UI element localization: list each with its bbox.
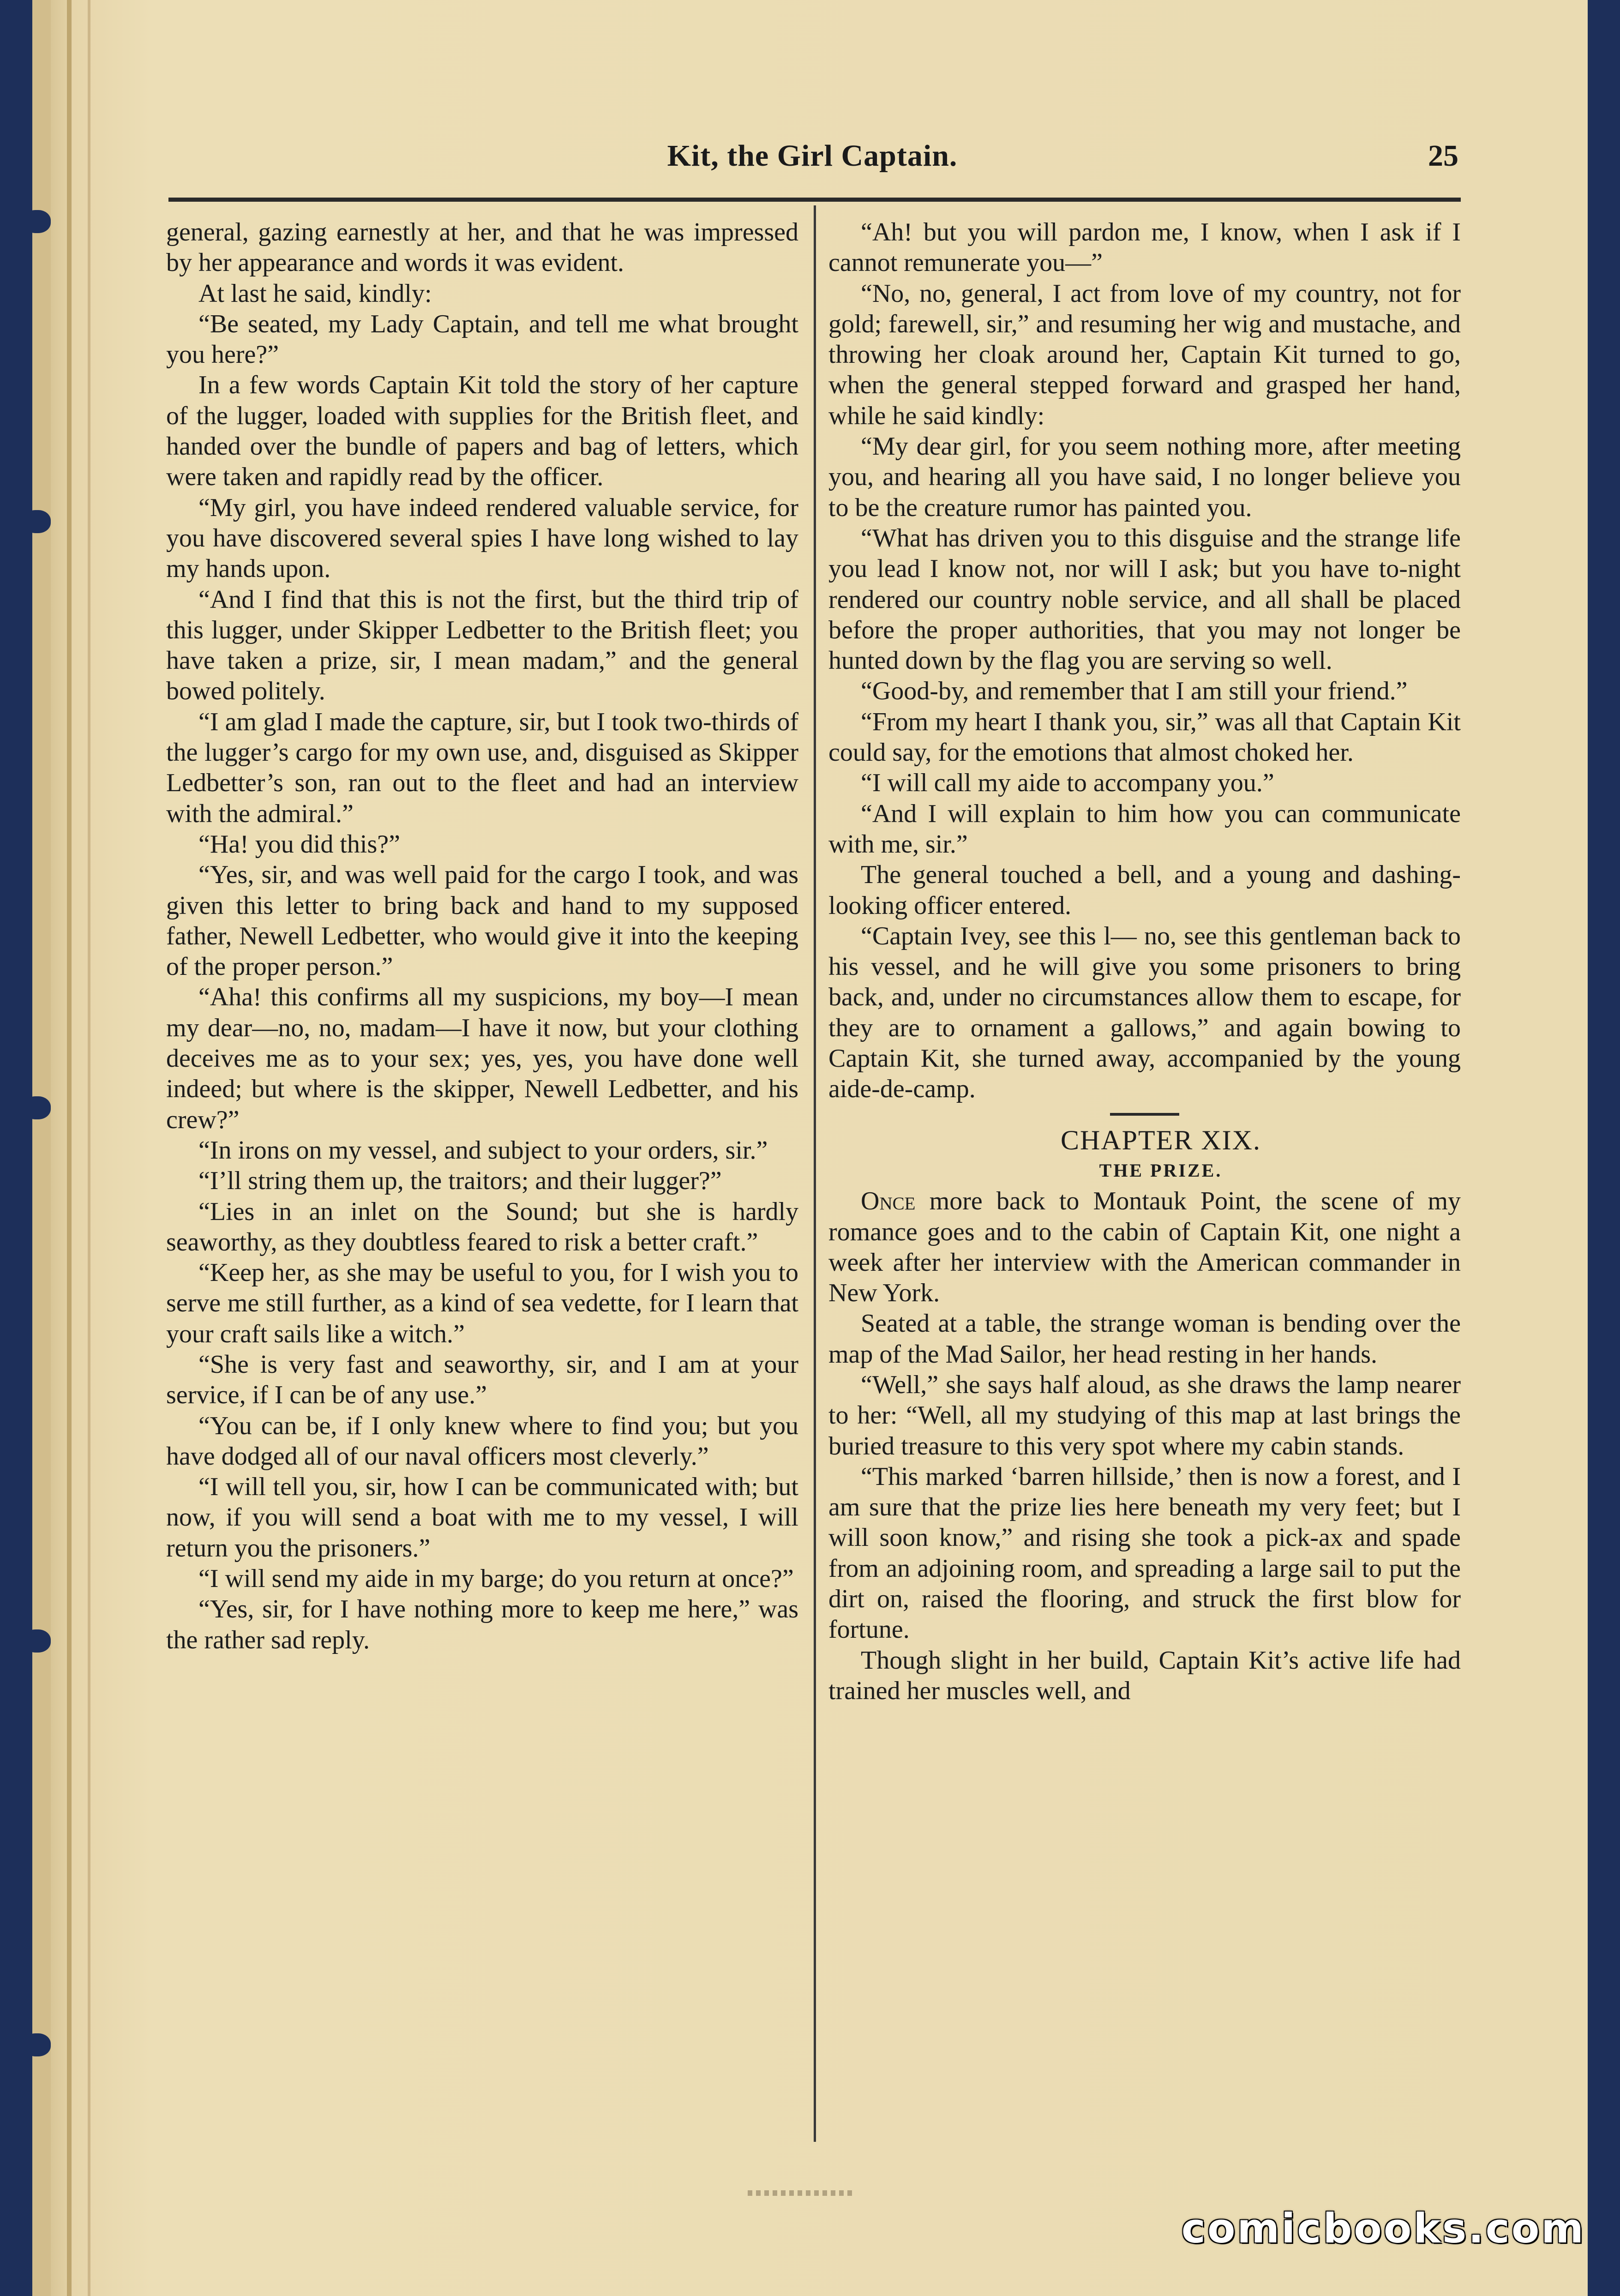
printer-smudge: [748, 2190, 854, 2196]
paragraph-text: more back to Montauk Point, the scene of my romance goes and to the cabin of Captain Kit, one night a week after her interview with the American commander in New York.: [828, 1187, 1461, 1308]
chapter-heading: CHAPTER XIX.: [1060, 1124, 1261, 1155]
chapter-subtitle: THE PRIZE.: [1099, 1160, 1223, 1181]
left-column: [166, 217, 798, 1655]
watermark: comicbooks.com: [1181, 2205, 1585, 2252]
paragraph: “You can be, if I only knew where to find you; but you have dodged all of our naval officers most cleverly.”: [166, 1411, 798, 1471]
paragraph: “From my heart I thank you, sir,” was all that Captain Kit could say, for the emotions that almost choked her.: [828, 707, 1461, 767]
paragraph: “Well,” she says half aloud, as she draws the lamp nearer to her: “Well, all my studying of this map at last brings the buried treasure to this very spot where my cabin stands.: [828, 1370, 1461, 1461]
paragraph: “I’ll string them up, the traitors; and their lugger?”: [198, 1166, 722, 1196]
gutter-fold: [88, 0, 90, 2296]
paragraph: “I will tell you, sir, how I can be communicated with; but now, if you will send a boat with me to my vessel, I will return you the prisoners.”: [166, 1473, 798, 1563]
paragraph: “Yes, sir, and was well paid for the cargo I took, and was given this letter to bring back and hand to my supposed father, Newell Ledbetter, who would give it into the keeping of the proper person.”: [166, 860, 798, 981]
paragraph: “This marked ‘barren hillside,’ then is now a forest, and I am sure that the prize lies here beneath my very feet; but I will soon know,” and rising she took a pick-ax and spade from an adjoining room, and spreading a large sail to put the dirt on, raised the flooring, and struck the first blow for fortune.: [828, 1462, 1461, 1644]
paragraph: “And I will explain to him how you can communicate with me, sir.”: [828, 799, 1461, 859]
gutter-shadow: [67, 0, 72, 2296]
paragraph: Seated at a table, the strange woman is bending over the map of the Mad Sailor, her head resting in her hands.: [828, 1309, 1461, 1369]
column-divider: [814, 205, 816, 2142]
paragraph: “I will send my aide in my barge; do you return at once?”: [198, 1564, 794, 1593]
paragraph: “In irons on my vessel, and subject to your orders, sir.”: [198, 1136, 768, 1165]
opening-word: Once: [861, 1187, 916, 1216]
binding-hole: [23, 1096, 51, 1119]
paragraph: “Keep her, as she may be useful to you, for I wish you to serve me still further, as a kind of sea vedette, for I learn that your craft sails like a witch.”: [166, 1258, 798, 1348]
paragraph: “Captain Ivey, see this l— no, see this gentleman back to his vessel, and he will give you some prisoners to bring back, and, under no circumstances allow them to escape, for they are to ornament a gallows,” and again bowing to Captain Kit, she turned away, accompanied by the young aide-de-camp.: [828, 921, 1461, 1104]
binding-hole: [23, 510, 51, 533]
section-divider: [1110, 1113, 1179, 1116]
paragraph: “What has driven you to this disguise and the strange life you lead I know not, nor will I ask; but you have to-night rendered our country noble service, and all shall be placed before the proper authorities, that you may not longer be hunted down by the flag you are serving so well.: [828, 523, 1461, 675]
page-number: 25: [1428, 139, 1458, 173]
paragraph: “She is very fast and seaworthy, sir, and I am at your service, if I can be of any use.”: [166, 1350, 798, 1410]
binding-hole: [23, 1629, 51, 1653]
paragraph: “My girl, you have indeed rendered valuable service, for you have discovered several spies I have long wished to lay my hands upon.: [166, 493, 798, 583]
paragraph: “I will call my aide to accompany you.”: [861, 769, 1274, 798]
paragraph: The general touched a bell, and a young and dashing-looking officer entered.: [828, 860, 1461, 920]
paragraph: In a few words Captain Kit told the story of her capture of the lugger, loaded with supplies for the British fleet, and handed over the bundle of papers and bag of letters, which were taken and rapidly read by the officer.: [166, 371, 798, 492]
running-title: Kit, the Girl Captain.: [667, 139, 958, 173]
paragraph: “Good-by, and remember that I am still your friend.”: [861, 677, 1408, 706]
paragraph: “And I find that this is not the first, but the third trip of this lugger, under Skipper Ledbetter to the British fleet; you have taken a prize, sir, I mean madam,” and the general bowed politely.: [166, 585, 798, 706]
page-header: [166, 138, 1458, 180]
paragraph: “Be seated, my Lady Captain, and tell me what brought you here?”: [166, 309, 798, 369]
paragraph: Though slight in her build, Captain Kit’s active life had trained her muscles well, and: [828, 1646, 1461, 1705]
binding-hole: [23, 210, 51, 233]
right-column: [828, 217, 1461, 1706]
paragraph: “My dear girl, for you seem nothing more, after meeting you, and hearing all you have said, I no longer believe you to be the creature rumor has painted you.: [828, 432, 1461, 522]
paragraph: “I am glad I made the capture, sir, but I took two-thirds of the lugger’s cargo for my own use, and, disguised as Skipper Ledbetter’s son, ran out to the fleet and had an interview with the admiral.”: [166, 707, 798, 828]
paragraph: “Aha! this confirms all my suspicions, my boy—I mean my dear—no, no, madam—I have it now, but your clothing deceives me as to your sex; yes, yes, you have done well indeed; but where is the skipper, Newell Ledbetter, and his crew?”: [166, 983, 798, 1134]
paragraph: At last he said, kindly:: [198, 279, 432, 308]
header-rule: [168, 198, 1461, 202]
paragraph: “Ha! you did this?”: [198, 829, 400, 859]
binding-hole: [23, 2033, 51, 2056]
paragraph: “No, no, general, I act from love of my country, not for gold; farewell, sir,” and resuming her wig and mustache, and throwing her cloak around her, Captain Kit turned to go, when the general stepped forward and grasped her hand, while he said kindly:: [828, 279, 1461, 430]
paragraph: “Lies in an inlet on the Sound; but she is hardly seaworthy, as they doubtless feared to risk a better craft.”: [166, 1197, 798, 1256]
paragraph: [828, 1186, 1461, 1308]
paragraph: “Yes, sir, for I have nothing more to keep me here,” was the rather sad reply.: [166, 1595, 798, 1654]
paragraph: “Ah! but you will pardon me, I know, when I ask if I cannot remunerate you—”: [828, 218, 1461, 277]
paragraph: general, gazing earnestly at her, and that he was impressed by her appearance and words it was evident.: [166, 218, 798, 277]
